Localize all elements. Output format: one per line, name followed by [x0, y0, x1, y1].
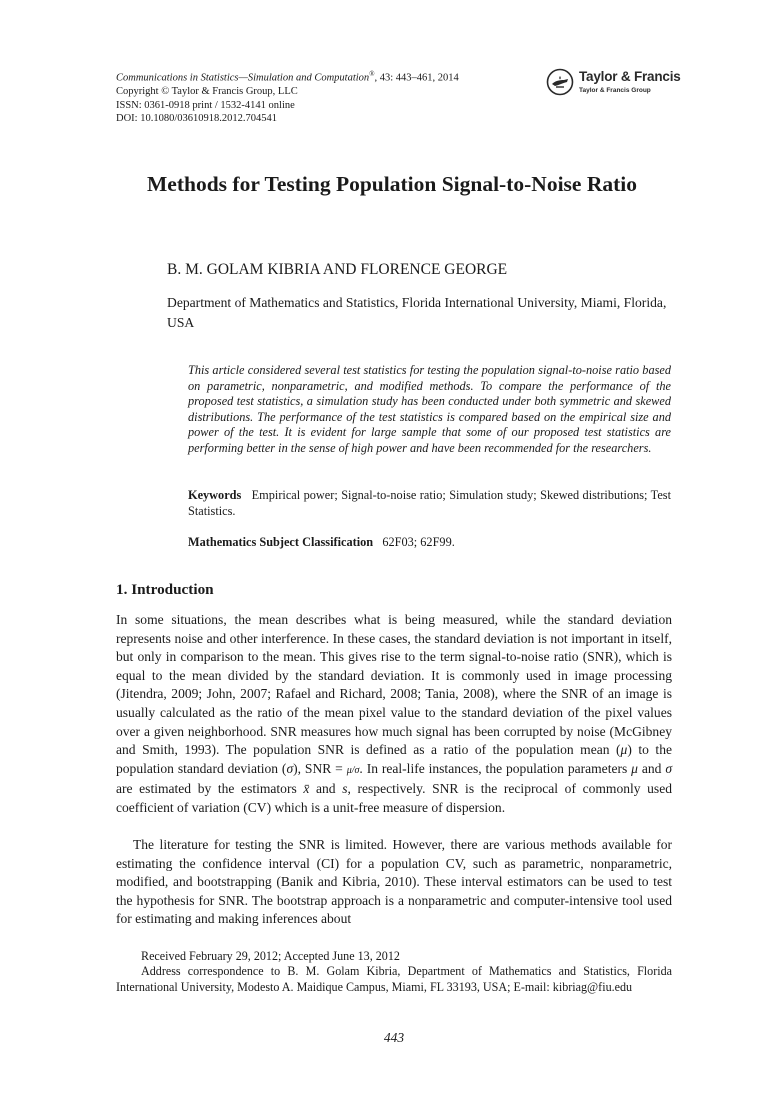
text-run: ) to the population standard deviation ( — [116, 742, 672, 776]
text-run: , respectively. SNR is the reciprocal of commonly used coefficient of variation (CV) which is a unit-free measure of dispersion. — [116, 781, 672, 815]
msc-label: Mathematics Subject Classification — [188, 535, 374, 549]
abstract: This article considered several test statistics for testing the population signal-to-noise ratio based on parametric, nonparametric, and modified methods. To compare the performance of the proposed test statistics, a simulation study has been conducted under both symmetric and skewed distributions. The performance of the test statistics is compared based on the empirical size and power of the test. It is evident for large sample that some of our proposed test statistics are performing better in the sense of high power and have been recommended for the researchers. — [188, 363, 671, 455]
keywords-list: Empirical power; Signal-to-noise ratio; Simulation study; Skewed distributions; Test Statistics. — [188, 488, 671, 518]
keywords-label: Keywords — [188, 488, 242, 502]
subject-classification — [188, 535, 671, 550]
text-run: and — [309, 781, 343, 797]
publisher-logo — [546, 66, 686, 100]
copyright-line: Copyright © Taylor & Francis Group, LLC — [116, 86, 298, 98]
publisher-group: Taylor & Francis Group — [579, 87, 651, 94]
correspondence-address: Address correspondence to B. M. Golam Kibria, Department of Mathematics and Statistics, Florida International University, Modesto A. Maidique Campus, Miami, FL 33193, USA; E-mail: kibriag@fiu.edu — [116, 964, 672, 994]
taylor-francis-lamp-icon — [546, 68, 574, 96]
math-s: s — [342, 781, 348, 797]
math-xbar: x̄ — [303, 781, 310, 797]
math-sigma: σ — [665, 760, 672, 776]
doi-line: DOI: 10.1080/03610918.2012.704541 — [116, 113, 277, 125]
issn-line: ISSN: 0361-0918 print / 1532-4141 online — [116, 99, 295, 111]
text-run: . In real-life instances, the population parameters — [359, 760, 632, 776]
journal-name: Communications in Statistics—Simulation and Computation — [116, 72, 370, 84]
publisher-name: Taylor & Francis — [579, 69, 681, 84]
intro-paragraph-2: The literature for testing the SNR is limited. However, there are various methods available for estimating the confidence interval (CI) for a population CV, such as parametric, nonparametric, modified, and bootstrapping (Banik and Kibria, 2010). These interval estimators can be used to test the hypothesis for SNR. The bootstrap approach is a nonparametric and computer-intensive tool used for estimating and making inferences about — [116, 837, 672, 927]
math-mu: μ — [620, 742, 628, 758]
registered-mark: ® — [369, 70, 375, 78]
text-run: ), SNR = — [293, 760, 347, 776]
article-authors: B. M. GOLAM KIBRIA AND FLORENCE GEORGE — [167, 261, 508, 278]
section-heading: 1. Introduction — [116, 581, 214, 598]
text-run: are estimated by the estimators — [116, 781, 304, 797]
intro-paragraph-1 — [116, 611, 672, 818]
math-mu: μ — [631, 760, 638, 776]
footnote — [116, 949, 672, 995]
received-dates: Received February 29, 2012; Accepted June 13, 2012 — [141, 949, 400, 963]
article-title: Methods for Testing Population Signal-to-Noise Ratio — [147, 172, 637, 196]
msc-codes: 62F03; 62F99. — [382, 535, 455, 549]
text-run: In some situations, the mean describes what is being measured, while the standard deviation represents noise and other interference. In these cases, the standard deviation is not important in itself, but only in comparison to the mean. This gives rise to the term signal-to-noise ratio (SNR), which is equal to the mean divided by the standard deviation. It is commonly used in image processing (Jitendra, 2009; John, 2007; Rafael and Richard, 2008; Tania, 2008), where the SNR of an image is usually calculated as the ratio of the mean pixel value to the standard deviation of the pixel values over a given neighborhood. SNR measures how much signal has been corrupted by noise (McGibney and Smith, 1993). The population SNR is defined as a ratio of the population mean ( — [116, 612, 672, 758]
math-sigma: σ — [286, 760, 294, 776]
keywords — [188, 487, 671, 519]
journal-citation — [116, 68, 556, 85]
page-number: 443 — [383, 1030, 405, 1045]
math-fraction: μ/σ — [346, 764, 360, 776]
volume-pages: , 43: 443–461, 2014 — [374, 72, 459, 84]
author-affiliation: Department of Mathematics and Statistics, Florida International University, Miami, Florida, USA — [167, 295, 667, 330]
journal-metadata — [116, 68, 556, 126]
text-run: and — [637, 760, 666, 776]
